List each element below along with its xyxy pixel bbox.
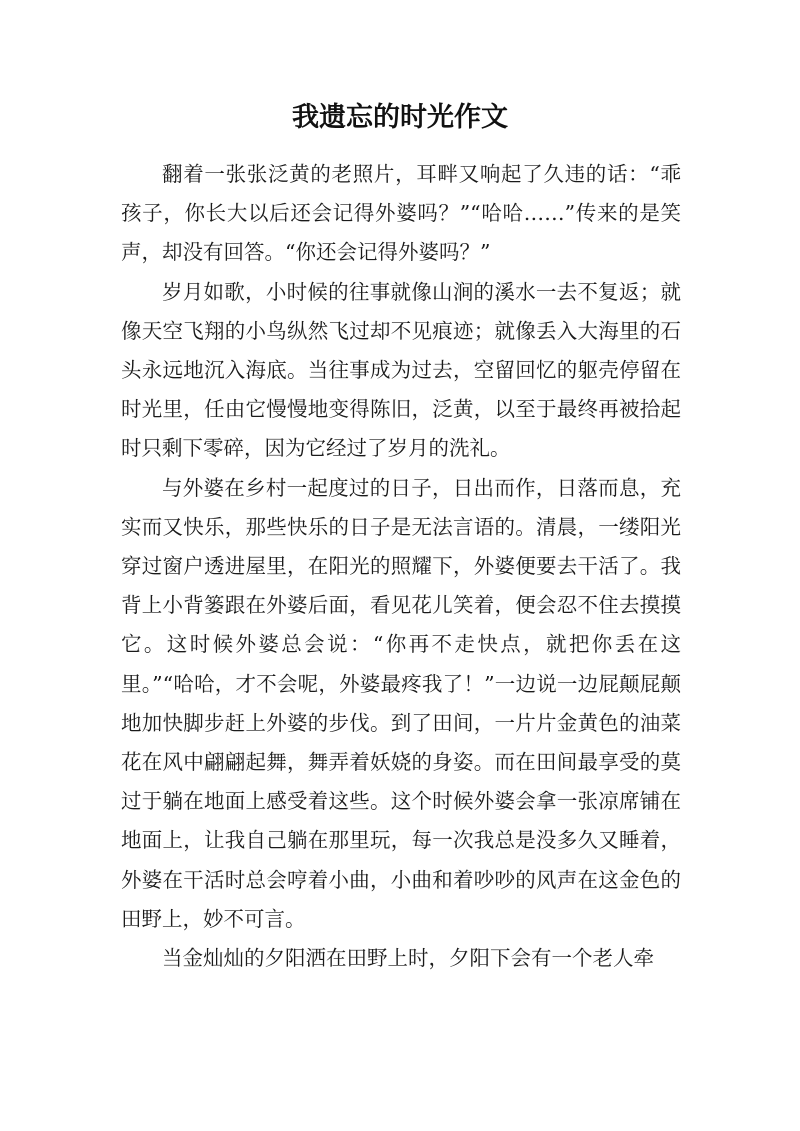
document-body bbox=[121, 155, 681, 978]
paragraph-1: 翻着一张张泛黄的老照片，耳畔又响起了久违的话：“乖孩子，你长大以后还会记得外婆吗？”“哈哈……”传来的是笑声，却没有回答。“你还会记得外婆吗？” bbox=[121, 162, 681, 265]
paragraph-4: 当金灿灿的夕阳洒在田野上时，夕阳下会有一个老人牵 bbox=[162, 946, 654, 971]
paragraph-3: 与外婆在乡村一起度过的日子，日出而作，日落而息，充实而又快乐，那些快乐的日子是无法言语的。清晨，一缕阳光穿过窗户透进屋里，在阳光的照耀下，外婆便要去干活了。我背上小背篓跟在外婆后面，看见花儿笑着，便会忍不住去摸摸它。这时候外婆总会说：“你再不走快点，就把你丢在这里。”“哈哈，才不会呢，外婆最疼我了！”一边说一边屁颠屁颠地加快脚步赶上外婆的步伐。到了田间，一片片金黄色的油菜花在风中翩翩起舞，舞弄着妖娆的身姿。而在田间最享受的莫过于躺在地面上感受着这些。这个时候外婆会拿一张凉席铺在地面上，让我自己躺在那里玩，每一次我总是没多久又睡着，外婆在干活时总会哼着小曲，小曲和着吵吵的风声在这金色的田野上，妙不可言。 bbox=[121, 475, 681, 931]
paragraph-2: 岁月如歌，小时候的往事就像山涧的溪水一去不复返；就像天空飞翔的小鸟纵然飞过却不见痕迹；就像丢入大海里的石头永远地沉入海底。当往事成为过去，空留回忆的躯壳停留在时光里，任由它慢慢地变得陈旧，泛黄，以至于最终再被拾起时只剩下零碎，因为它经过了岁月的洗礼。 bbox=[121, 279, 681, 461]
document-title: 我遗忘的时光作文 bbox=[292, 102, 508, 133]
